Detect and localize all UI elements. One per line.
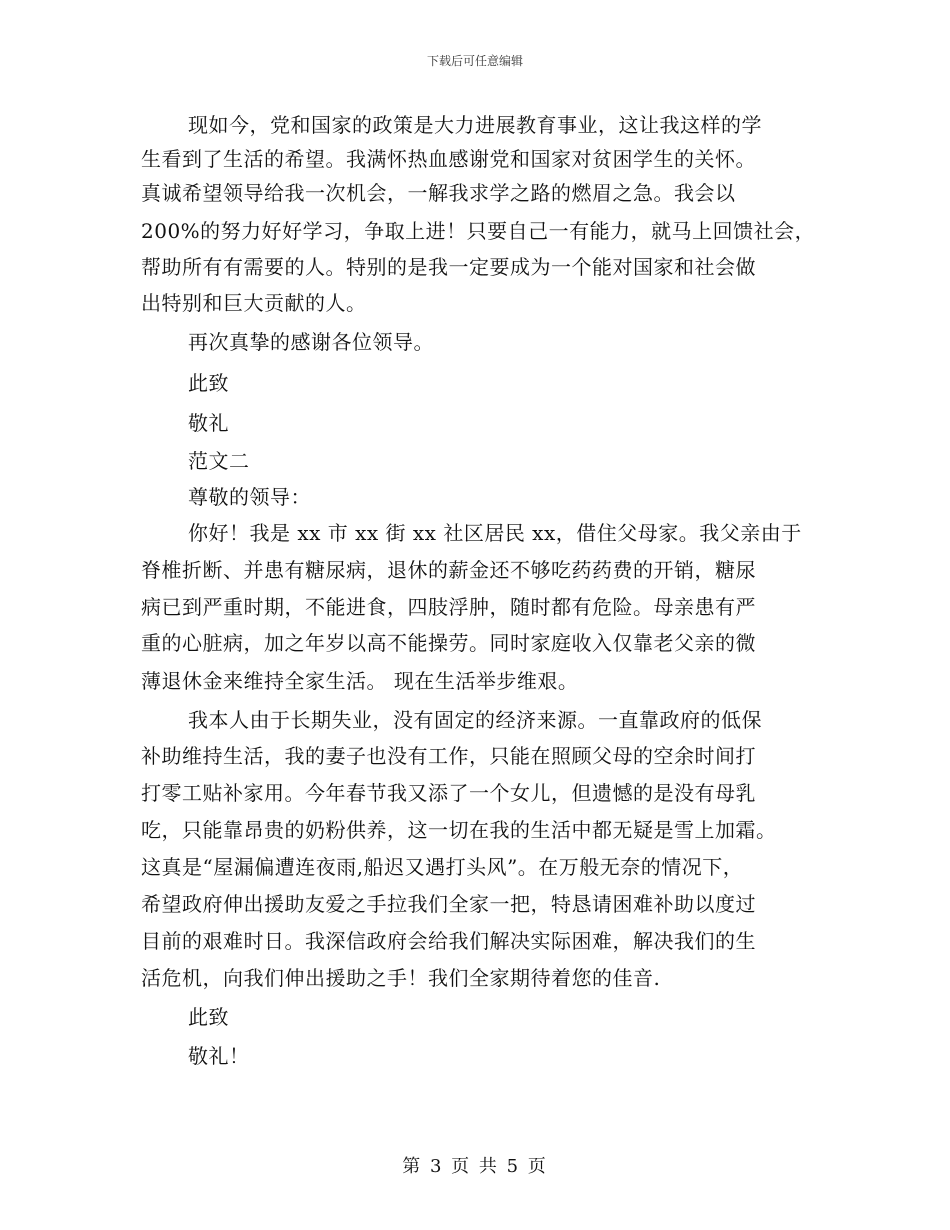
body-line: 重的心脏病，加之年岁以高不能操劳。同时家庭收入仅靠老父亲的微 xyxy=(141,631,756,655)
body-line: 这真是“屋漏偏遭连夜雨,船迟又遇打头风”。在万般无奈的情况下， xyxy=(141,855,744,879)
body-line: 敬礼！ xyxy=(188,1044,250,1068)
body-line: 希望政府伸出援助友爱之手拉我们全家一把，特恳请困难补助以度过 xyxy=(141,892,756,916)
body-line: 再次真挚的感谢各位领导。 xyxy=(188,330,434,354)
body-line: 帮助所有有需要的人。特别的是我一定要成为一个能对国家和社会做 xyxy=(141,255,756,279)
body-line: 病已到严重时期，不能进食，四肢浮肿，随时都有危险。母亲患有严 xyxy=(141,595,756,619)
body-line: 我本人由于长期失业，没有固定的经济来源。一直靠政府的低保 xyxy=(188,708,762,732)
body-line: 薄退休金来维持全家生活。 现在生活举步维艰。 xyxy=(141,669,579,693)
body-line: 你好！我是 xx 市 xx 街 xx 社区居民 xx，借住父母家。我父亲由于 xyxy=(188,521,802,545)
body-line: 敬礼 xyxy=(188,411,229,435)
page-header-note: 下载后可任意编辑 xyxy=(426,54,523,68)
body-line: 活危机，向我们伸出援助之手！我们全家期待着您的佳音. xyxy=(141,966,661,990)
body-line: 打零工贴补家用。今年春节我又添了一个女儿，但遗憾的是没有母乳 xyxy=(141,781,756,805)
body-line: 出特别和巨大贡献的人。 xyxy=(141,291,367,315)
body-line: 补助维持生活，我的妻子也没有工作，只能在照顾父母的空余时间打 xyxy=(141,744,756,768)
body-line: 目前的艰难时日。我深信政府会给我们解决实际困难，解决我们的生 xyxy=(141,929,756,953)
body-line: 生看到了生活的希望。我满怀热血感谢党和国家对贫困学生的关怀。 xyxy=(141,147,756,171)
body-line: 吃，只能靠昂贵的奶粉供养，这一切在我的生活中都无疑是雪上加霜。 xyxy=(141,818,777,842)
page-number: 第 3 页 共 5 页 xyxy=(402,1156,548,1177)
body-line: 此致 xyxy=(188,371,229,395)
body-line: 脊椎折断、并患有糖尿病，退休的薪金还不够吃药药费的开销，糖尿 xyxy=(141,558,756,582)
body-line: 尊敬的领导： xyxy=(188,485,311,509)
body-line: 真诚希望领导给我一次机会，一解我求学之路的燃眉之急。我会以 xyxy=(141,181,736,205)
body-line: 现如今，党和国家的政策是大力进展教育事业，这让我这样的学 xyxy=(188,113,762,137)
body-line: 此致 xyxy=(188,1005,229,1029)
body-line: 200%的努力好好学习，争取上进！只要自己一有能力，就马上回馈社会， xyxy=(141,219,816,243)
body-line: 范文二 xyxy=(188,449,250,473)
